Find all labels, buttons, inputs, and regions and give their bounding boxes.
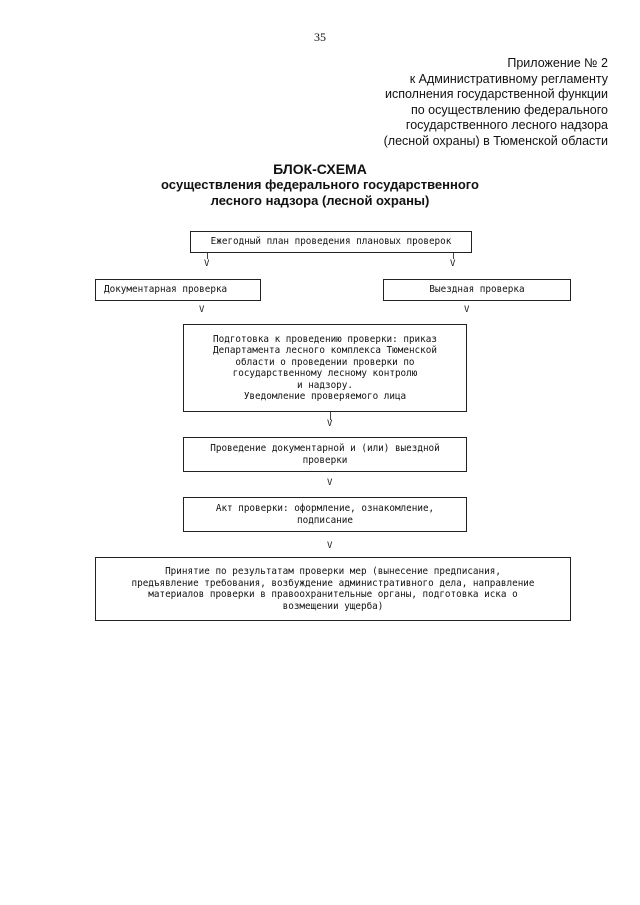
document-title xyxy=(0,161,640,209)
appendix-line-3: исполнения государственной функции xyxy=(384,87,608,101)
appendix-line-5: государственного лесного надзора xyxy=(405,118,608,132)
arrow-act-to-measures: V xyxy=(327,541,333,551)
preparation-box: Подготовка к проведению проверки: приказ Департамента лесного комплекса Тюменской области о проведении проверки по государственному лесному контролю и надзору. Уведомление проверяемого лица xyxy=(183,324,467,412)
arrow-plan-to-onsite: V xyxy=(450,259,456,269)
title-main: БЛОК-СХЕМА xyxy=(273,161,367,177)
inspection-act-box: Акт проверки: оформление, ознакомление, подписание xyxy=(183,497,467,532)
arrow-onsite-down: V xyxy=(464,305,470,315)
appendix-line-1: Приложение № 2 xyxy=(507,56,608,70)
arrow-preparation-to-conduct: V xyxy=(327,419,333,429)
annual-plan-box: Ежегодный план проведения плановых проверок xyxy=(190,231,472,253)
title-line-3: лесного надзора (лесной охраны) xyxy=(210,193,430,208)
title-line-2: осуществления федерального государственного xyxy=(160,177,479,192)
arrow-documentary-down: V xyxy=(199,305,205,315)
appendix-line-4: по осуществлению федерального xyxy=(410,102,608,117)
appendix-line-6: (лесной охраны) в Тюменской области xyxy=(383,133,608,148)
appendix-header xyxy=(268,56,608,149)
arrow-conduct-to-act: V xyxy=(327,478,333,488)
measures-box: Принятие по результатам проверки мер (вынесение предписания, предъявление требования, возбуждение административного дела, направление материалов проверки в правоохранительные органы, подготовка иска о возмещении ущерба) xyxy=(95,557,571,621)
documentary-check-box: Документарная проверка xyxy=(95,279,261,301)
conduct-check-box: Проведение документарной и (или) выездной проверки xyxy=(183,437,467,472)
appendix-line-2: к Административному регламенту xyxy=(409,71,608,86)
onsite-check-box: Выездная проверка xyxy=(383,279,571,301)
arrow-plan-to-documentary: V xyxy=(204,259,210,269)
page-number: 35 xyxy=(314,30,326,44)
